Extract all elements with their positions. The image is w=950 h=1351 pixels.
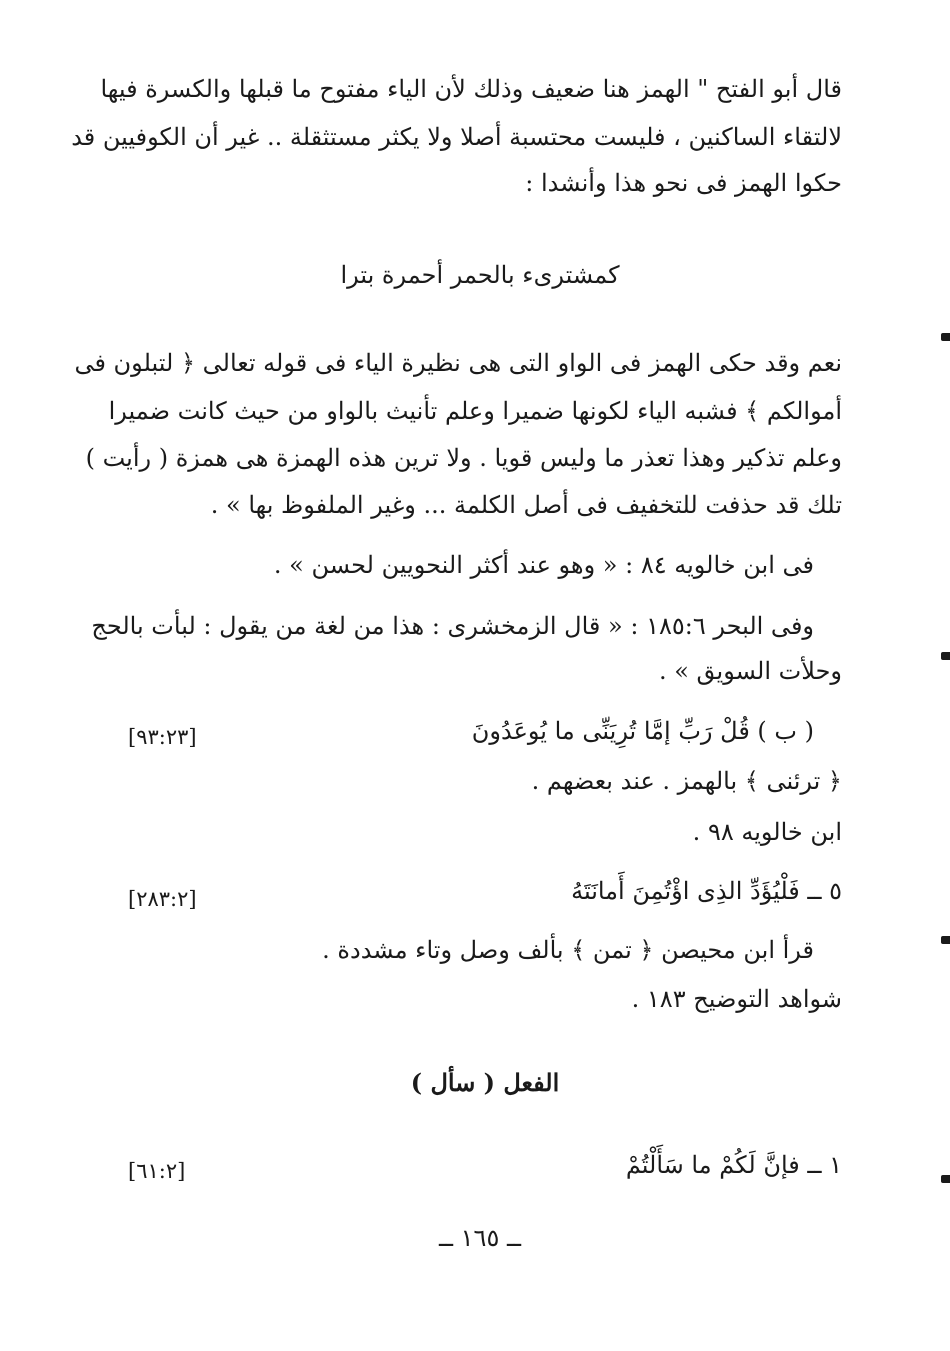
text-line: حكوا الهمز فى نحو هذا وأنشدا : [525,169,842,197]
quran-verse: ( ب ) قُلْ رَبِّ إمَّا تُرِيَنِّى ما يُوعَدُونَ [471,717,814,745]
quran-verse: ٥ ــ فَلْيُؤَدِّ الذِى اؤْتُمِنَ أَمانَتَهُ [571,877,842,905]
text-line: نعم وقد حكى الهمز فى الواو التى هى نظيرة الياء فى قوله تعالى ﴿ لتبلون فى [74,349,842,377]
verse-reference: [٦١:٢] [128,1159,186,1183]
text-line: قال أبو الفتح " الهمز هنا ضعيف وذلك لأن الياء مفتوح ما قبلها والكسرة فيها [100,75,842,103]
scan-edge-mark [941,652,950,660]
footnote-khalawayh: فى ابن خالويه ٨٤ : « وهو عند أكثر النحويين لحسن » . [273,551,814,579]
text-line: ﴿ ترئنى ﴾ بالهمز . عند بعضهم . [531,767,842,795]
verse-reference: [٢٨٣:٢] [128,887,197,911]
text-line: شواهد التوضيح ١٨٣ . [631,985,842,1013]
text-line: قرأ ابن محيصن ﴿ تمن ﴾ بألف وصل وتاء مشددة . [322,936,814,964]
text-line: أموالكم ﴾ فشبه الياء لكونها ضميرا وعلم تأنيث بالواو من حيث كانت ضميرا [108,397,842,425]
scan-edge-mark [941,936,950,944]
text-line: تلك قد حذفت للتخفيف فى أصل الكلمة ... وغير الملفوظ بها » . [210,491,842,519]
text-line: ابن خالويه ٩٨ . [692,818,842,846]
scan-edge-mark [941,1175,950,1183]
text-line: وفى البحر ١٨٥:٦ : « قال الزمخشرى : هذا من لغة من يقول : لبأت بالحج [91,612,814,640]
section-heading: الفعل ( سأل ) [410,1068,560,1097]
scan-edge-mark [941,333,950,341]
poetry-verse: كمشترىء بالحمر أحمرة بترا [340,261,620,289]
quran-verse: ١ ــ فإنَّ لَكُمْ ما سَأَلْتُمْ [625,1151,842,1179]
text-line: لالتقاء الساكنين ، فليست محتسبة أصلا ولا يكثر مستثقلة .. غير أن الكوفيين قد [71,123,842,151]
verse-reference: [٩٣:٢٣] [128,725,197,749]
page-number: ــ ١٦٥ ــ [438,1224,522,1252]
text-line: وعلم تذكير وهذا تعذر ما وليس قويا . ولا ترين هذه الهمزة هى همزة ( رأيت ) [85,444,842,472]
text-line: وحلأت السويق » . [658,657,842,685]
